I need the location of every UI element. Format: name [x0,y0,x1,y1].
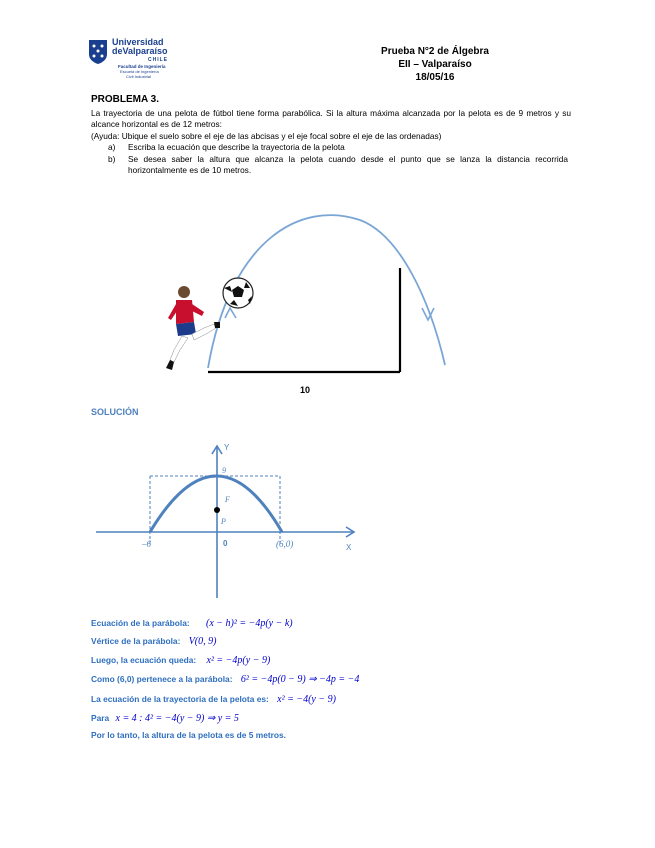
solution-math: x² = −4(y − 9) [277,694,336,705]
parabola-curve [150,476,282,532]
solution-line-3 [91,655,270,666]
x-axis-label: X [346,543,352,552]
logo-faculty: Facultad de Ingeniería [118,64,166,69]
solution-text: Luego, la ecuación queda: [91,655,197,665]
soccer-ball-icon [223,278,253,308]
solution-math: 6² = −4p(0 − 9) ⇒ −4p = −4 [240,674,360,685]
problem-statement: La trayectoria de una pelota de fútbol tiene forma parabólica. Si la altura máxima alcanzada por la pelota es de 9 metros y su alcance horizontal es de 12 metros: [91,108,571,130]
solution-text: Vértice de la parábola: [91,636,181,646]
item-text: Escriba la ecuación que describe la trayectoria de la pelota [128,142,345,152]
solution-text: Ecuación de la parábola: [91,618,190,628]
item-text: Se desea saber la altura que alcanza la pelota cuando desde el punto que se lanza la distancia recorrida horizontalmente es de 10 metros. [128,154,568,176]
problem-title: PROBLEMA 3. [91,94,159,105]
origin-label: 0 [223,539,228,548]
item-label: b) [108,154,116,164]
problem-hint: (Ayuda: Ubique el suelo sobre el eje de las abcisas y el eje focal sobre el eje de las ordenadas) [91,131,442,141]
exam-date: 18/05/16 [415,72,455,83]
university-logo [88,37,188,79]
parabola-graph [90,438,370,608]
arrow-up-icon [225,308,236,318]
right-root-label: (6,0) [276,539,294,549]
p-label: P [221,517,226,526]
solution-line-4 [91,674,359,685]
item-label: a) [108,142,116,152]
solution-conclusion [91,730,286,740]
focus-point [214,507,220,513]
solution-text: Como (6,0) pertenece a la parábola: [91,674,233,684]
trajectory-illustration [160,200,480,405]
exam-subtitle: EII – Valparaíso [398,59,472,70]
logo-school: Escuela de Ingeniería [120,69,159,74]
solution-math: V(0, 9) [188,636,217,647]
solution-line-5 [91,694,336,705]
solution-math: (x − h)² = −4p(y − k) [206,618,293,629]
solution-text: Por lo tanto, la altura de la pelota es de 5 metros. [91,730,287,740]
solution-math: x = 4 : 4² = −4(y − 9) ⇒ y = 5 [115,713,239,724]
logo-name-line1: Universidad [112,37,164,47]
focus-label: F [225,495,230,504]
solution-text: La ecuación de la trayectoria de la pelota es: [91,694,269,704]
logo-department: Civil Industrial [126,74,151,79]
vertex-tick-label: 9 [222,466,226,475]
soccer-player-icon [166,286,220,370]
left-root-label: –6 [142,539,151,549]
solution-line-6 [91,713,239,724]
solution-text: Para [91,713,110,723]
logo-name-line2: deValparaíso [112,46,168,56]
solution-math: x² = −4p(y − 9) [206,655,271,666]
solution-heading: SOLUCIÓN [91,407,139,417]
solution-line-2 [91,636,216,647]
exam-title: Prueba N°2 de Álgebra [381,46,489,57]
logo-country: CHILE [148,57,168,63]
solution-line-1 [91,618,293,629]
y-axis-label: Y [224,443,230,452]
shield-icon [88,39,108,65]
distance-label: 10 [300,385,311,395]
